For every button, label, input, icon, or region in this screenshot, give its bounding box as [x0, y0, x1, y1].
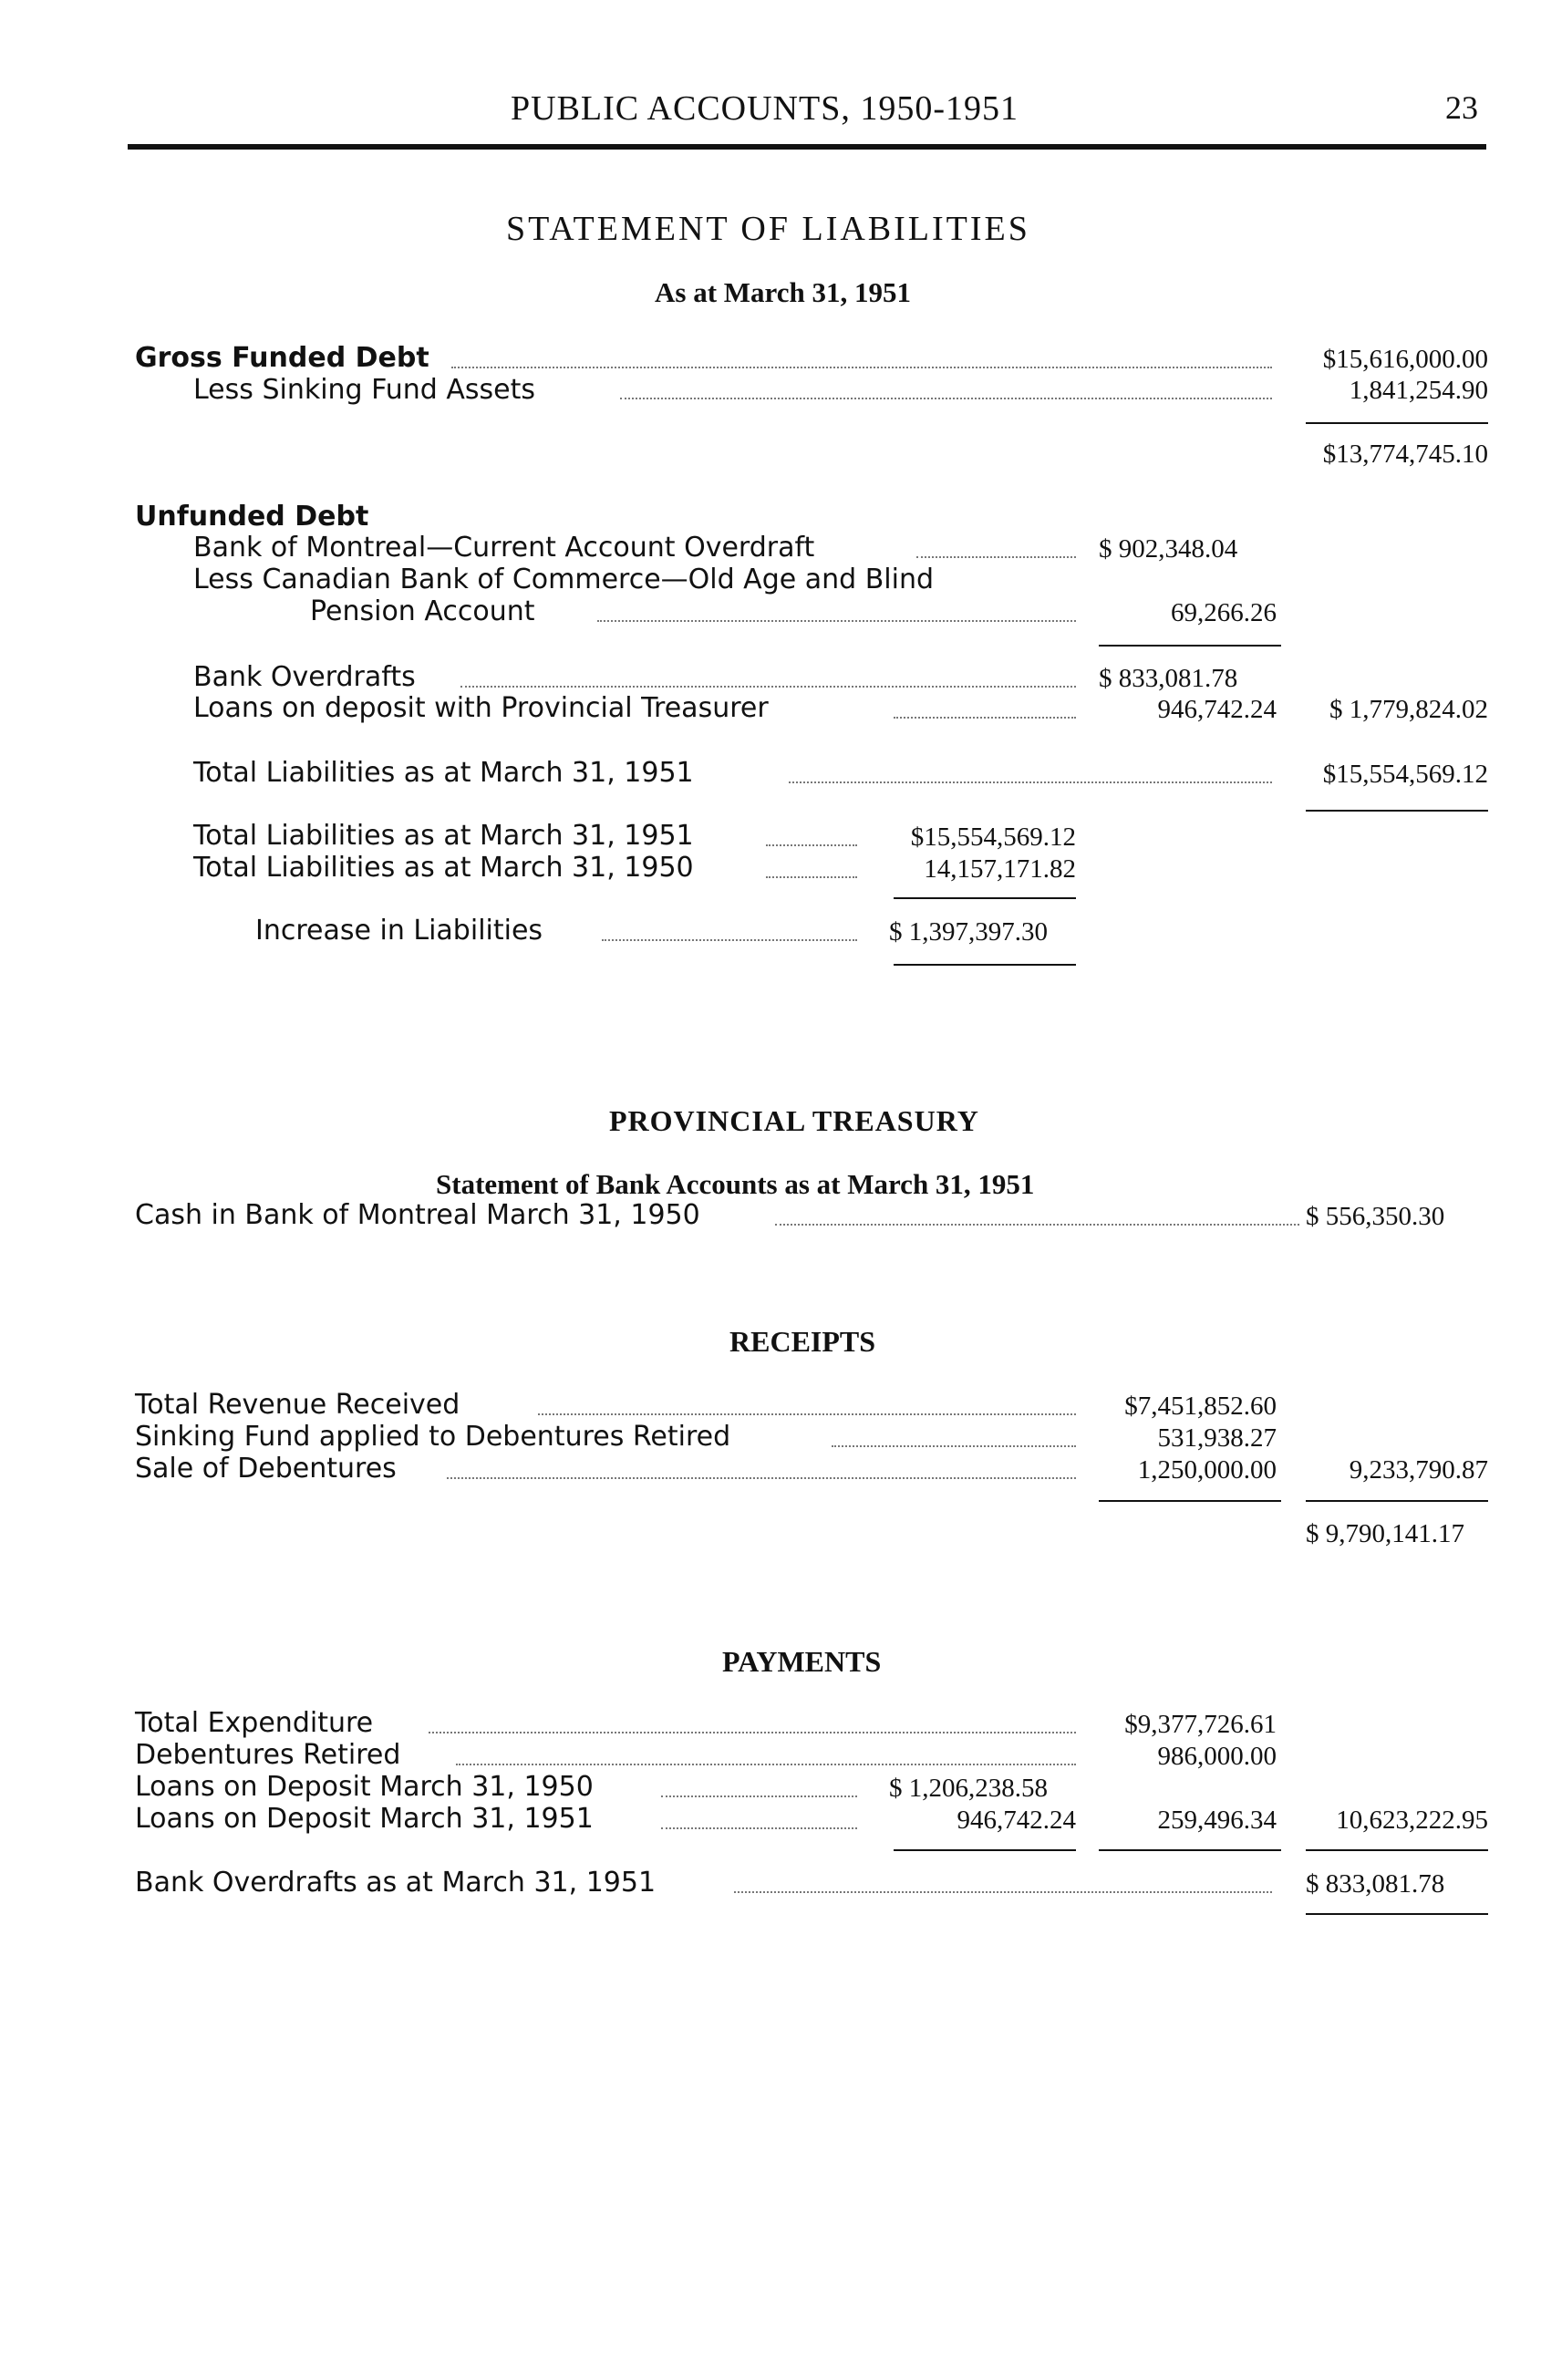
debentures-retired-label: Debentures Retired: [135, 1739, 401, 1771]
total-rule: [1306, 810, 1488, 812]
leader-dots: [597, 620, 1076, 622]
leader-dots: [789, 781, 1272, 783]
total-liabilities-amount: $15,554,569.12: [1322, 760, 1488, 789]
leader-dots: [447, 1477, 1076, 1479]
loans-1950-amount: $ 1,206,238.58: [889, 1774, 1048, 1803]
leader-dots: [894, 717, 1076, 719]
bank-of-montreal-amount: $ 902,348.04: [1099, 534, 1238, 564]
sinking-fund-applied-label: Sinking Fund applied to Debentures Retired: [135, 1421, 731, 1453]
leader-dots: [832, 1445, 1076, 1447]
increase-label: Increase in Liabilities: [255, 915, 543, 947]
subtotal-rule: [894, 1849, 1076, 1851]
compare-1950-amount: 14,157,171.82: [924, 854, 1076, 884]
leader-dots: [538, 1413, 1076, 1415]
treasury-subtitle: Statement of Bank Accounts as at March 31, 1951: [436, 1168, 1035, 1200]
increase-amount: $ 1,397,397.30: [889, 917, 1048, 947]
less-sinking-fund-amount: 1,841,254.90: [1349, 376, 1488, 405]
subtotal-rule: [894, 897, 1076, 899]
leader-dots: [775, 1224, 1299, 1226]
payments-title: PAYMENTS: [722, 1645, 882, 1678]
leader-dots: [916, 556, 1076, 558]
bank-of-montreal-label: Bank of Montreal—Current Account Overdraft: [193, 532, 815, 564]
leader-dots: [429, 1732, 1076, 1733]
less-commerce-label-line2: Pension Account: [310, 595, 535, 627]
leader-dots: [766, 844, 857, 846]
debentures-retired-amount: 986,000.00: [1157, 1742, 1277, 1771]
gross-funded-debt-amount: $15,616,000.00: [1322, 345, 1488, 374]
loans-on-deposit-amount: 946,742.24: [1157, 695, 1277, 724]
subtotal-rule: [1306, 1500, 1488, 1502]
less-commerce-label-line1: Less Canadian Bank of Commerce—Old Age and Blind: [193, 564, 935, 595]
subtotal-rule: [1099, 1849, 1281, 1851]
leader-dots: [661, 1827, 857, 1829]
cash-in-bank-amount: $ 556,350.30: [1306, 1202, 1445, 1231]
loans-difference-amount: 259,496.34: [1157, 1806, 1277, 1835]
compare-1951-amount: $15,554,569.12: [910, 823, 1076, 852]
total-rule: [1306, 1913, 1488, 1915]
total-expenditure-label: Total Expenditure: [135, 1707, 374, 1739]
net-funded-debt-amount: $13,774,745.10: [1322, 440, 1488, 469]
bank-overdrafts-amount: $ 833,081.78: [1099, 664, 1238, 693]
leader-dots: [661, 1795, 857, 1797]
subtotal-rule: [1099, 1500, 1281, 1502]
total-rule: [894, 964, 1076, 966]
leader-dots: [460, 686, 1076, 688]
sale-of-debentures-amount: 1,250,000.00: [1137, 1455, 1277, 1485]
total-revenue-amount: $7,451,852.60: [1124, 1392, 1277, 1421]
total-revenue-label: Total Revenue Received: [135, 1389, 460, 1421]
leader-dots: [451, 367, 1272, 368]
total-expenditure-amount: $9,377,726.61: [1124, 1710, 1277, 1739]
cash-in-bank-label: Cash in Bank of Montreal March 31, 1950: [135, 1199, 700, 1231]
leader-dots: [620, 398, 1272, 399]
gross-funded-debt-label: Gross Funded Debt: [135, 342, 429, 374]
unfunded-debt-heading: Unfunded Debt: [135, 501, 369, 533]
loans-1951-label: Loans on Deposit March 31, 1951: [135, 1803, 594, 1835]
receipts-grand-total: $ 9,790,141.17: [1306, 1519, 1464, 1548]
bank-overdrafts-label: Bank Overdrafts: [193, 661, 416, 693]
loans-1950-label: Loans on Deposit March 31, 1950: [135, 1771, 594, 1803]
sale-of-debentures-label: Sale of Debentures: [135, 1453, 397, 1485]
treasury-title: PROVINCIAL TREASURY: [609, 1104, 979, 1137]
loans-1951-amount: 946,742.24: [957, 1806, 1076, 1835]
liabilities-subtitle: As at March 31, 1951: [655, 276, 911, 308]
page-number: 23: [1445, 89, 1478, 126]
liabilities-title: STATEMENT OF LIABILITIES: [506, 210, 1030, 248]
compare-1950-label: Total Liabilities as at March 31, 1950: [193, 852, 694, 884]
unfunded-total-amount: $ 1,779,824.02: [1329, 695, 1488, 724]
receipts-subtotal-amount: 9,233,790.87: [1349, 1455, 1488, 1485]
loans-on-deposit-label: Loans on deposit with Provincial Treasurer: [193, 692, 769, 724]
sinking-fund-applied-amount: 531,938.27: [1157, 1423, 1277, 1453]
header-rule: [128, 144, 1486, 150]
receipts-title: RECEIPTS: [729, 1325, 876, 1358]
bank-overdrafts-end-label: Bank Overdrafts as at March 31, 1951: [135, 1867, 657, 1899]
payments-total-amount: 10,623,222.95: [1336, 1806, 1488, 1835]
less-sinking-fund-label: Less Sinking Fund Assets: [193, 374, 535, 406]
leader-dots: [766, 876, 857, 878]
running-header: PUBLIC ACCOUNTS, 1950-1951: [511, 89, 1019, 128]
total-liabilities-label: Total Liabilities as at March 31, 1951: [193, 757, 694, 789]
subtotal-rule: [1099, 645, 1281, 647]
bank-overdrafts-end-amount: $ 833,081.78: [1306, 1869, 1445, 1899]
less-commerce-amount: 69,266.26: [1171, 598, 1277, 627]
subtotal-rule: [1306, 422, 1488, 424]
leader-dots: [456, 1764, 1076, 1765]
leader-dots: [602, 939, 857, 941]
subtotal-rule: [1306, 1849, 1488, 1851]
leader-dots: [734, 1891, 1272, 1893]
compare-1951-label: Total Liabilities as at March 31, 1951: [193, 820, 694, 852]
